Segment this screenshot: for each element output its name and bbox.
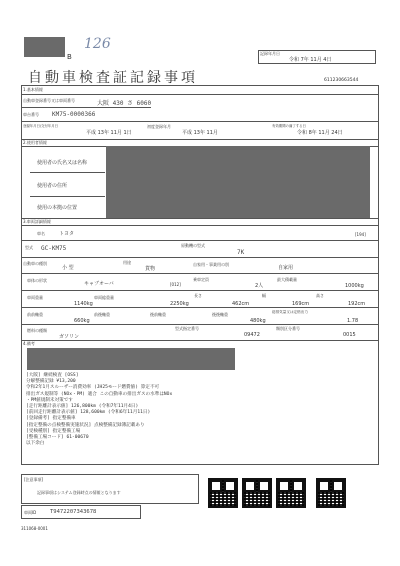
maker-label: 車名 bbox=[37, 231, 45, 236]
fuel: ガソリン bbox=[59, 334, 80, 340]
divider bbox=[21, 340, 379, 341]
reg-number-label: 自動車登録番号又は車両番号 bbox=[23, 98, 75, 103]
document-number: 611230663544 bbox=[324, 78, 359, 83]
user-name-label: 使用者の氏名又は名称 bbox=[37, 160, 88, 166]
weight-label: 車両重量 bbox=[27, 295, 43, 300]
first-reg-year: 平成 13年 11月 bbox=[182, 130, 218, 136]
type-no-label: 型式指定番号 bbox=[175, 326, 199, 331]
section1-label: 1.基本情報 bbox=[23, 87, 43, 92]
notice-text: 記録事項はシステム登録時点の情報となります bbox=[37, 490, 121, 495]
max-load-label: 最大積載量 bbox=[277, 277, 297, 282]
serial: T9472207343678 bbox=[50, 509, 97, 515]
fuel-label: 燃料の種類 bbox=[27, 328, 47, 333]
user-address-label: 使用者の住所 bbox=[37, 183, 68, 189]
displacement: 1.78 bbox=[347, 318, 359, 324]
first-reg-year-label: 初度登録年月 bbox=[147, 124, 171, 129]
base-location-label: 使用の本拠の位置 bbox=[37, 205, 78, 211]
notice-label: [注意事項] bbox=[24, 477, 44, 482]
type-no: 09472 bbox=[244, 332, 260, 338]
divider bbox=[21, 273, 379, 274]
capacity-label: 乗車定員 bbox=[193, 277, 209, 282]
ff-axle-label: 前前軸重 bbox=[27, 312, 43, 317]
rr-axle: 480kg bbox=[250, 318, 266, 324]
body-type: キャブオーバ bbox=[84, 281, 114, 287]
redacted-user-info bbox=[106, 146, 370, 218]
use-label: 用途 bbox=[123, 260, 131, 265]
remark-line: 分解整備記録 ¥13,200 bbox=[26, 379, 76, 385]
divider bbox=[21, 290, 379, 291]
rr-axle-label: 後後軸重 bbox=[212, 312, 228, 317]
record-date-label: 記録年月日 bbox=[260, 51, 280, 56]
notice-box bbox=[21, 474, 199, 504]
gross-label: 車両総重量 bbox=[94, 295, 114, 300]
rf-axle-label: 後前軸重 bbox=[150, 312, 166, 317]
engine-label: 原動機の型式 bbox=[181, 243, 205, 248]
divider bbox=[21, 121, 379, 122]
weight: 1140kg bbox=[74, 301, 93, 307]
body-label: 車体の形状 bbox=[27, 278, 47, 283]
divider bbox=[21, 94, 379, 95]
redacted-remarks bbox=[27, 348, 235, 370]
width-label: 幅 bbox=[262, 293, 266, 298]
remarks-list bbox=[26, 373, 346, 447]
category: 小 型 bbox=[62, 265, 74, 271]
remark-line: [走行距離計表示値] 126,800km (令和7年11月4日) bbox=[26, 404, 139, 410]
first-reg: 平成 13年 11月 1日 bbox=[86, 130, 132, 136]
class-no: 0015 bbox=[343, 332, 356, 338]
maker-code: [194] bbox=[355, 232, 366, 237]
redacted-header-block bbox=[24, 37, 65, 57]
record-date: 令和 7年 11月 4日 bbox=[289, 57, 332, 63]
qr-code-icon bbox=[208, 478, 238, 508]
divider bbox=[21, 257, 379, 258]
reg-number: 大阪 430 さ 6060 bbox=[97, 100, 152, 107]
qr-code-icon bbox=[242, 478, 272, 508]
body-code: [012] bbox=[170, 282, 181, 287]
model-label: 型式 bbox=[25, 245, 33, 250]
divider bbox=[21, 218, 379, 219]
remark-line: [登録備考] 指定整備車 bbox=[26, 416, 76, 422]
section3-label: 3.車両詳細情報 bbox=[23, 219, 51, 224]
section2-label: 2.使用者情報 bbox=[23, 140, 47, 145]
displacement-label: 総排気量又は定格出力 bbox=[272, 310, 308, 314]
class-no-label: 類別区分番号 bbox=[276, 326, 300, 331]
section4-label: 4.備考 bbox=[23, 341, 35, 346]
remark-line: [指定整備の点検整備実施状況] 点検整備記録簿記載あり bbox=[26, 422, 145, 428]
ff-axle: 660kg bbox=[74, 318, 90, 324]
doc-code: 311068-0001 bbox=[21, 526, 48, 531]
height-label: 高さ bbox=[316, 293, 324, 298]
maker: トヨタ bbox=[59, 231, 75, 237]
header-stamp: B bbox=[67, 53, 72, 61]
purpose: 自家用 bbox=[278, 265, 294, 271]
engine: 7K bbox=[237, 249, 245, 256]
remark-line: 以下余白 bbox=[26, 441, 45, 447]
divider bbox=[21, 240, 379, 241]
remark-line: [整備工場コード] 61-00670 bbox=[26, 435, 89, 441]
divider bbox=[21, 324, 379, 325]
height: 192cm bbox=[348, 301, 366, 307]
document-title: 自動車検査証記録事項 bbox=[28, 70, 198, 86]
remark-line: 令和2年1月スルーザー消費効率 (JH25モード燃費値) 算定不可 bbox=[26, 385, 160, 391]
remark-line: [前回走行距離計表示値] 128,600km (令和6年11月11日) bbox=[26, 410, 151, 416]
max-load: 1000kg bbox=[345, 283, 364, 289]
divider bbox=[30, 196, 105, 197]
divider bbox=[21, 225, 379, 226]
remark-line: [大阪] 継続検査 [OSS] bbox=[26, 373, 79, 378]
divider bbox=[21, 307, 379, 308]
divider bbox=[21, 139, 379, 140]
divider bbox=[30, 172, 105, 173]
remark-line: [受検種別] 指定整備工場 bbox=[26, 428, 81, 434]
gross: 2250kg bbox=[170, 301, 189, 307]
width: 169cm bbox=[292, 301, 310, 307]
fr-axle-label: 前後軸重 bbox=[94, 312, 110, 317]
qr-code-icon bbox=[276, 478, 306, 508]
expiry-label: 有効期間の満了する日 bbox=[272, 124, 306, 128]
vin: KM75-0000366 bbox=[52, 111, 96, 118]
length: 462cm bbox=[232, 301, 250, 307]
handwritten-number: 126 bbox=[84, 36, 111, 52]
use: 貨物 bbox=[145, 266, 156, 272]
category-label: 自動車の種別 bbox=[23, 261, 47, 266]
purpose-label: 自家用・事業用の別 bbox=[193, 262, 229, 267]
length-label: 長さ bbox=[194, 293, 202, 298]
expiry: 令和 8年 11月 24日 bbox=[297, 130, 343, 136]
remark-line: 排出ガス規制等 (NOx・PM) 適合 この自動車の排出ガスの水準はNOx bbox=[26, 391, 173, 397]
remark-line: ・PM値規制未対策です bbox=[26, 397, 73, 403]
vin-label: 車台番号 bbox=[23, 112, 39, 117]
qr-code-icon bbox=[316, 478, 346, 508]
divider bbox=[21, 107, 151, 108]
model: GC-KM75 bbox=[41, 245, 67, 252]
first-reg-label: 登録年月日/交付年月日 bbox=[23, 124, 59, 128]
capacity: 2人 bbox=[255, 283, 264, 289]
serial-label: 車両ID bbox=[24, 510, 37, 515]
